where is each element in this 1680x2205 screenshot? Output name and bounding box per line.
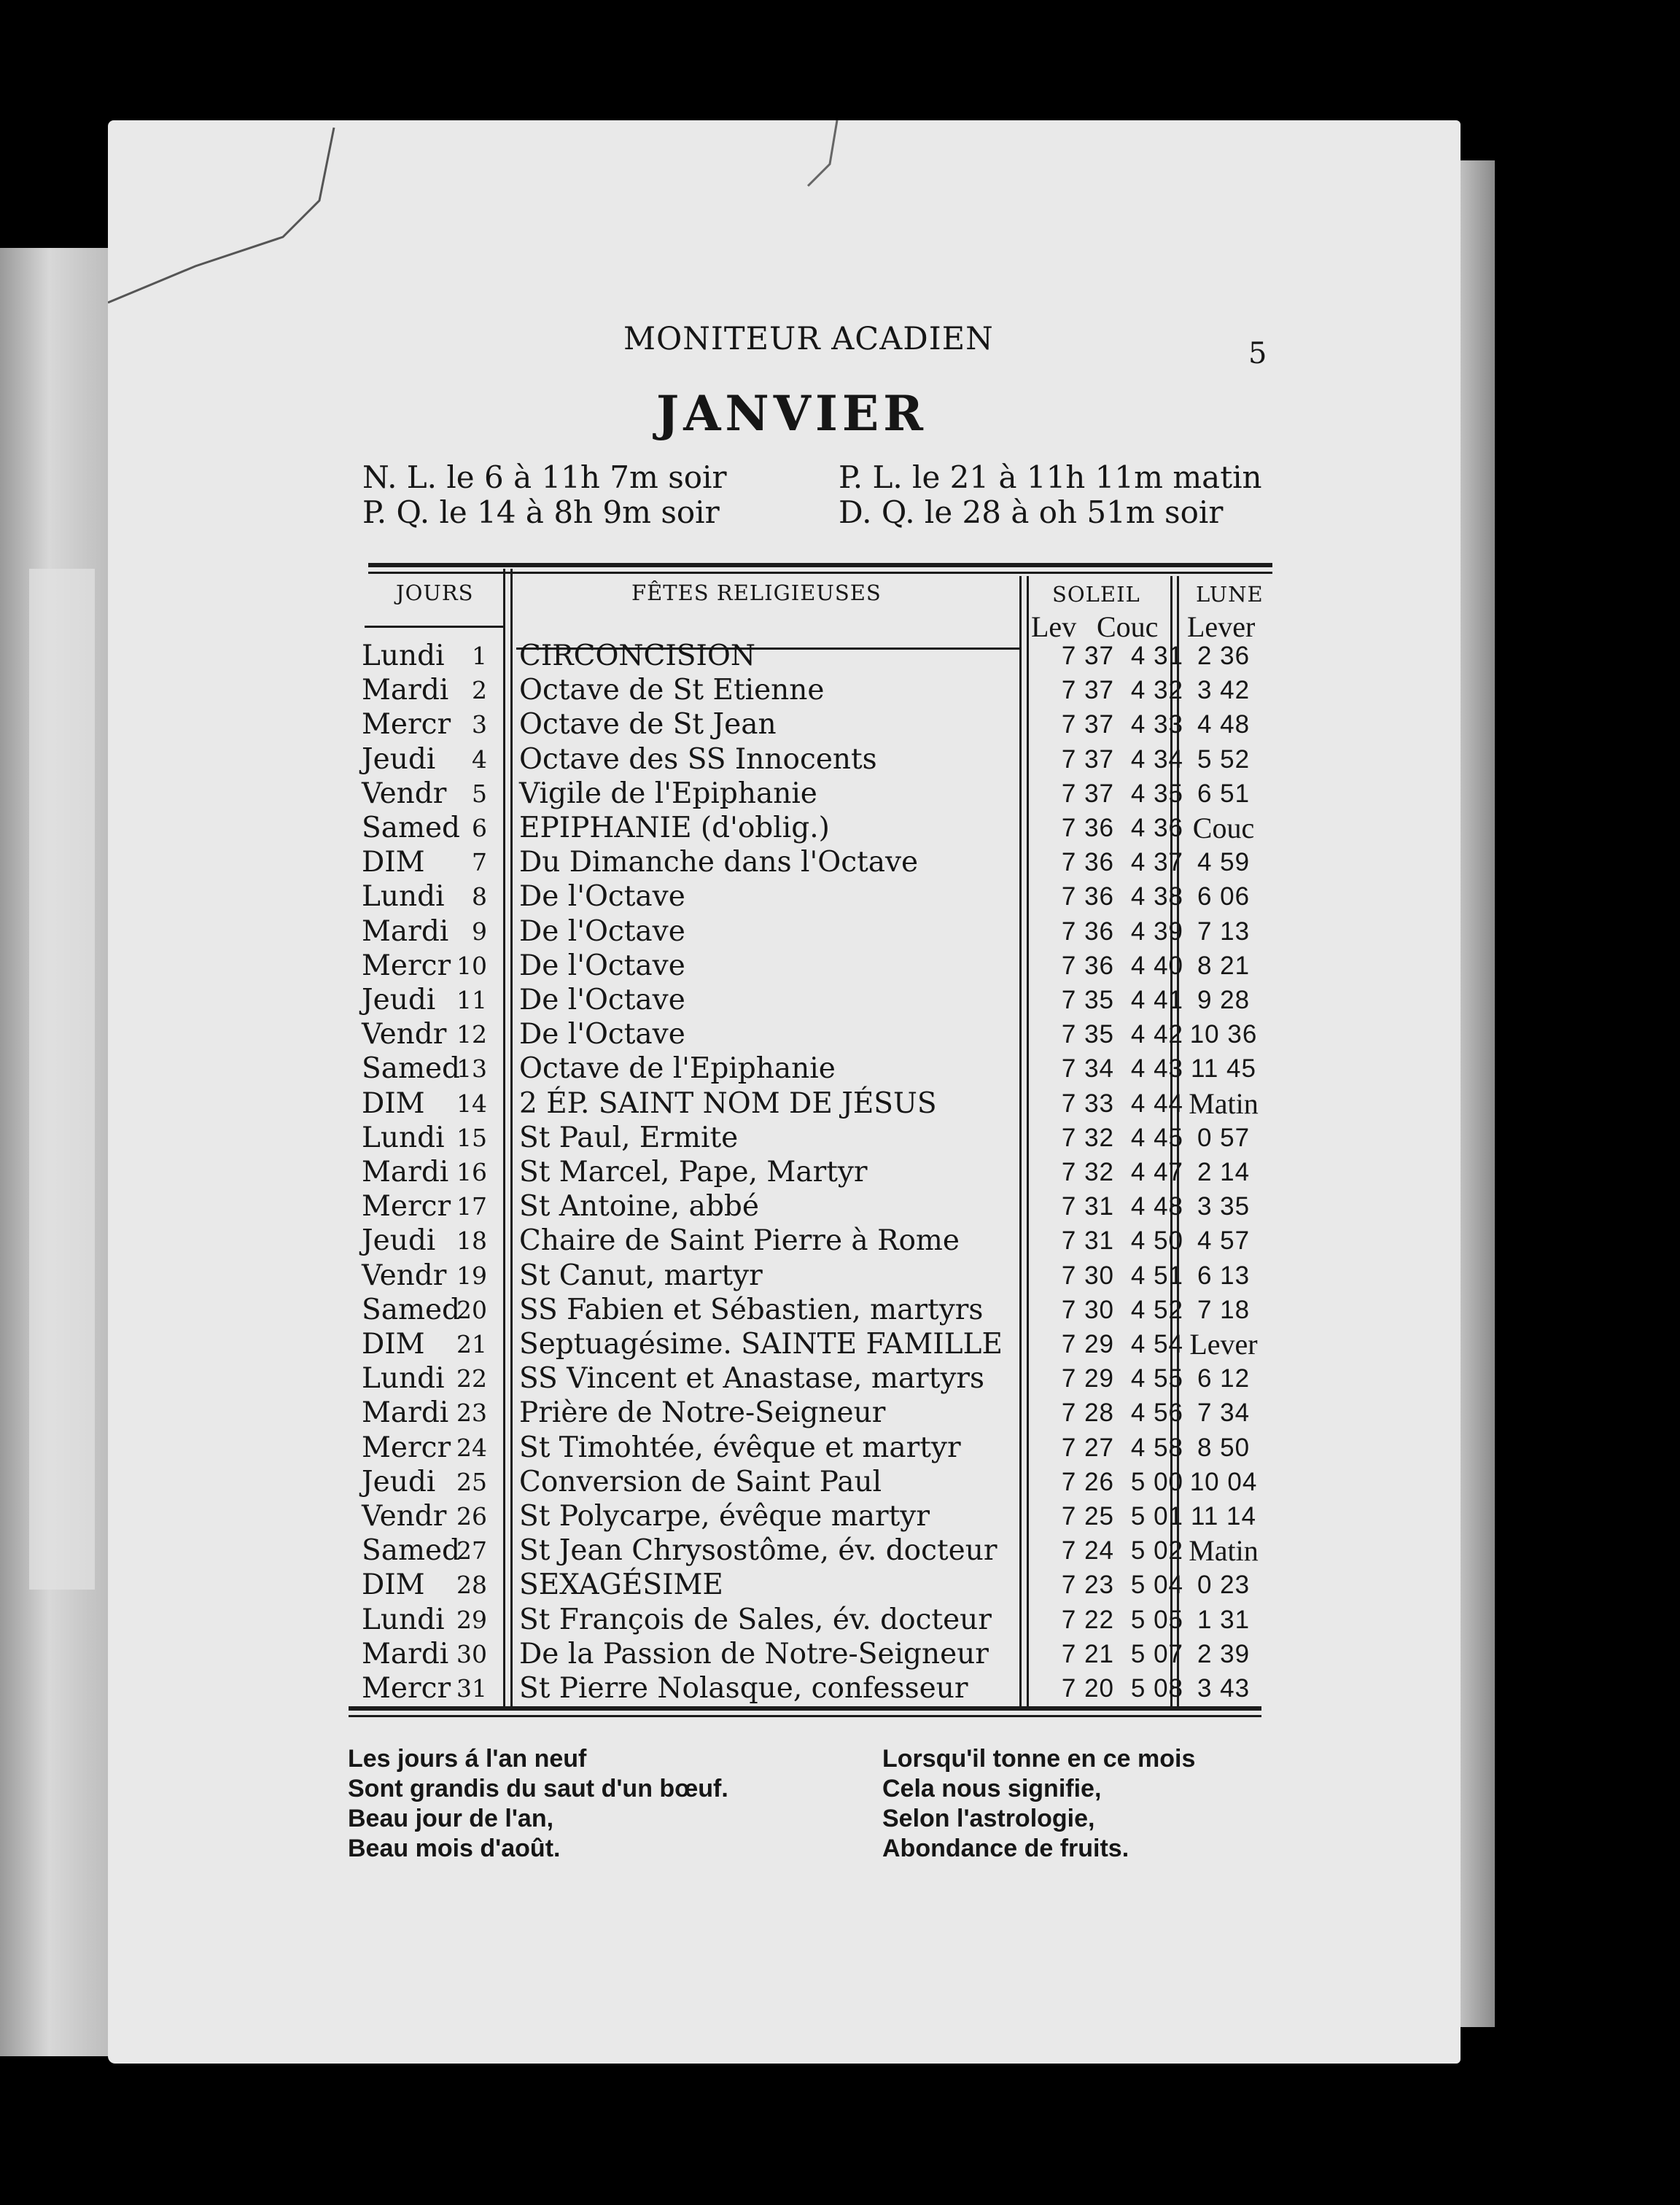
moon-cell: 4 59 [1197,848,1251,877]
date-cell: 20 [456,1295,487,1324]
date-cell: 26 [456,1502,487,1531]
feast-cell: St Canut, martyr [519,1259,763,1292]
date-cell: 16 [456,1158,487,1186]
date-cell: 2 [472,676,487,705]
day-cell: Jeudi [362,984,436,1016]
day-cell: Samed [362,1293,460,1326]
sunset-cell: 4 34 [1130,744,1183,774]
sunset-cell: 4 37 [1130,848,1183,877]
sunrise-cell: 7 26 [1061,1467,1114,1496]
sunset-cell: 5 01 [1130,1502,1183,1531]
date-cell: 31 [456,1674,487,1703]
moon-cell: Couc [1192,812,1255,844]
sunset-cell: 4 35 [1130,779,1183,808]
feast-cell: De l'Octave [519,1018,685,1051]
day-cell: Mardi [362,1396,449,1430]
date-cell: 24 [456,1433,487,1462]
moon-cell: 0 57 [1197,1123,1251,1152]
sunset-cell: 4 48 [1130,1192,1183,1221]
feast-cell: De la Passion de Notre-Seigneur [519,1637,989,1671]
day-cell: Samed [362,1534,460,1568]
sunset-cell: 4 56 [1130,1399,1183,1428]
moon-cell: 2 39 [1197,1639,1251,1668]
day-cell: Mercr [362,949,451,982]
col-subheader-lever: Lever [1187,610,1256,643]
feast-cell: Octave des SS Innocents [519,742,877,776]
moon-phase-first-quarter: P. Q. le 14 à 8h 9m soir [362,494,720,530]
date-cell: 29 [456,1605,487,1634]
feast-cell: Octave de l'Epiphanie [519,1052,836,1086]
feast-cell: 2 ÉP. SAINT NOM DE JÉSUS [519,1086,937,1120]
date-cell: 25 [456,1467,487,1496]
feast-cell: St Antoine, abbé [519,1190,759,1224]
col-header-jours: JOURS [396,580,474,605]
day-cell: Mardi [362,1156,449,1189]
proverb-line: Abondance de fruits. [882,1835,1129,1862]
sunset-cell: 4 43 [1130,1054,1183,1084]
day-cell: Lundi [362,1603,445,1636]
table-row [0,1259,1680,1293]
date-cell: 17 [456,1192,487,1221]
feast-cell: St Jean Chrysostôme, év. docteur [519,1534,998,1568]
feast-cell: De l'Octave [519,984,685,1016]
date-cell: 14 [456,1089,487,1118]
moon-cell: 6 51 [1197,779,1251,808]
sunrise-cell: 7 35 [1061,986,1114,1014]
sunset-cell: 4 44 [1130,1089,1183,1118]
day-cell: Mercr [362,1431,451,1464]
sunrise-cell: 7 28 [1061,1399,1114,1428]
proverb-line: Les jours á l'an neuf [348,1745,587,1773]
day-cell: Mardi [362,674,449,707]
moon-cell: 6 12 [1197,1364,1251,1393]
table-row [0,1224,1680,1258]
sunrise-cell: 7 36 [1061,814,1114,842]
table-row [0,1533,1680,1568]
sunrise-cell: 7 36 [1061,917,1114,946]
day-cell: Jeudi [362,1465,436,1498]
day-cell: Mardi [362,914,449,948]
table-row [0,639,1680,673]
day-cell: Jeudi [362,742,436,776]
sunrise-cell: 7 36 [1061,882,1114,911]
feast-cell: De l'Octave [519,914,685,948]
sunset-cell: 4 45 [1130,1123,1183,1152]
table-row [0,673,1680,707]
sunrise-cell: 7 31 [1061,1226,1114,1256]
sunset-cell: 4 42 [1130,1020,1183,1049]
table-row [0,1637,1680,1671]
date-cell: 27 [456,1536,487,1566]
date-cell: 11 [456,986,487,1014]
sunset-cell: 5 02 [1130,1536,1183,1566]
feast-cell: De l'Octave [519,949,685,982]
table-row [0,707,1680,742]
proverb-line: Lorsqu'il tonne en ce mois [882,1745,1196,1773]
day-cell: DIM [362,1568,425,1602]
moon-cell: 6 06 [1197,882,1251,911]
table-row [0,1568,1680,1602]
table-row [0,914,1680,949]
feast-cell: Prière de Notre-Seigneur [519,1396,886,1430]
moon-cell: 8 50 [1197,1433,1251,1462]
sunset-cell: 4 58 [1130,1433,1183,1462]
moon-cell: 9 28 [1197,986,1251,1014]
table-row [0,1465,1680,1499]
sunrise-cell: 7 31 [1061,1192,1114,1221]
day-cell: Lundi [362,880,445,914]
feast-cell: CIRCONCISION [519,639,756,672]
feast-cell: SS Vincent et Anastase, martyrs [519,1362,985,1396]
proverb-line: Cela nous signifie, [882,1775,1102,1802]
moon-cell: 2 36 [1197,642,1251,670]
date-cell: 12 [456,1020,487,1049]
table-row [0,1327,1680,1361]
moon-phase-new: N. L. le 6 à 11h 7m soir [362,459,727,495]
table-row [0,949,1680,983]
sunset-cell: 5 07 [1130,1639,1183,1668]
moon-phase-last-quarter: D. Q. le 28 à oh 51m soir [839,494,1224,530]
day-cell: Jeudi [362,1224,436,1258]
date-cell: 18 [456,1226,487,1256]
sunrise-cell: 7 36 [1061,848,1114,877]
day-cell: Vendr [362,1018,447,1051]
sunset-cell: 5 08 [1130,1674,1183,1703]
moon-cell: 0 23 [1197,1571,1251,1600]
sunrise-cell: 7 29 [1061,1364,1114,1393]
date-cell: 15 [456,1123,487,1152]
sunrise-cell: 7 25 [1061,1502,1114,1531]
moon-cell: 10 04 [1189,1467,1258,1496]
feast-cell: St Paul, Ermite [519,1121,739,1154]
feast-cell: Conversion de Saint Paul [519,1465,882,1498]
sunrise-cell: 7 29 [1061,1330,1114,1358]
table-row [0,1396,1680,1430]
moon-cell: 4 48 [1197,710,1251,739]
sunset-cell: 4 50 [1130,1226,1183,1256]
page-header: MONITEUR ACADIEN [623,321,994,357]
feast-cell: Septuagésime. SAINTE FAMILLE [519,1328,1003,1361]
table-bottom-rule-thin [349,1715,1261,1717]
feast-cell: Chaire de Saint Pierre à Rome [519,1224,960,1258]
table-row [0,1189,1680,1224]
date-cell: 19 [456,1261,487,1290]
day-cell: Mercr [362,1190,451,1224]
table-row [0,1017,1680,1051]
proverb-line: Sont grandis du saut d'un bœuf. [348,1775,728,1802]
sunset-cell: 4 40 [1130,951,1183,980]
proverb-left [348,1744,728,1864]
sunset-cell: 4 31 [1130,642,1183,670]
day-cell: DIM [362,1086,425,1120]
day-cell: Lundi [362,1121,445,1154]
feast-cell: SEXAGÉSIME [519,1568,723,1602]
date-cell: 4 [472,744,487,774]
sunset-cell: 4 36 [1130,814,1183,842]
feast-cell: SS Fabien et Sébastien, martyrs [519,1293,984,1326]
sunrise-cell: 7 30 [1061,1295,1114,1324]
page-number: 5 [1248,337,1267,370]
sunset-cell: 5 04 [1130,1571,1183,1600]
sunset-cell: 4 33 [1130,710,1183,739]
date-cell: 23 [456,1399,487,1428]
feast-cell: Octave de St Jean [519,708,777,742]
sunrise-cell: 7 30 [1061,1261,1114,1290]
day-cell: Samed [362,1052,460,1086]
sunset-cell: 4 54 [1130,1330,1183,1358]
sunrise-cell: 7 34 [1061,1054,1114,1084]
sunrise-cell: 7 27 [1061,1433,1114,1462]
date-cell: 1 [472,642,487,670]
table-row [0,1431,1680,1465]
table-row [0,1499,1680,1533]
sunset-cell: 4 39 [1130,917,1183,946]
feast-cell: St Polycarpe, évêque martyr [519,1500,930,1533]
feast-cell: De l'Octave [519,880,685,914]
date-cell: 22 [456,1364,487,1393]
date-cell: 30 [456,1639,487,1668]
feast-cell: St Pierre Nolasque, confesseur [519,1672,968,1705]
sunrise-cell: 7 37 [1061,642,1114,670]
sunset-cell: 4 32 [1130,676,1183,705]
sunrise-cell: 7 37 [1061,710,1114,739]
table-top-rule [368,563,1272,567]
table-row [0,742,1680,777]
feast-cell: St Timohtée, évêque et martyr [519,1431,961,1464]
moon-cell: 7 18 [1197,1295,1251,1324]
sunset-cell: 4 55 [1130,1364,1183,1393]
sunrise-cell: 7 20 [1061,1674,1114,1703]
table-row [0,1361,1680,1396]
col-subheader-couc: Couc [1097,610,1159,643]
table-row [0,811,1680,845]
date-cell: 8 [472,882,487,911]
moon-cell: 7 13 [1197,917,1251,946]
feast-cell: St François de Sales, év. docteur [519,1603,992,1636]
day-cell: Vendr [362,1500,447,1533]
moon-cell: 3 43 [1197,1674,1251,1703]
date-cell: 5 [472,779,487,808]
feast-cell: St Marcel, Pape, Martyr [519,1156,868,1189]
moon-cell: Lever [1189,1328,1258,1361]
col-header-lune: LUNE [1196,582,1264,607]
table-row [0,1086,1680,1121]
date-cell: 21 [456,1330,487,1358]
date-cell: 28 [456,1571,487,1600]
day-cell: Vendr [362,1259,447,1292]
table-row [0,1051,1680,1086]
day-cell: Mardi [362,1637,449,1671]
day-cell: Mercr [362,708,451,742]
moon-cell: 2 14 [1197,1158,1251,1186]
day-cell: Lundi [362,1362,445,1396]
table-row [0,983,1680,1017]
table-row [0,845,1680,879]
moon-cell: 4 57 [1197,1226,1251,1256]
date-cell: 10 [456,951,487,980]
table-row [0,777,1680,811]
table-row [0,1155,1680,1189]
moon-cell: 3 35 [1197,1192,1251,1221]
date-cell: 13 [456,1054,487,1084]
sunset-cell: 4 51 [1130,1261,1183,1290]
moon-cell: 7 34 [1197,1399,1251,1428]
table-row [0,1671,1680,1706]
moon-cell: 10 36 [1189,1020,1258,1049]
moon-cell: 8 21 [1197,951,1251,980]
proverb-line: Selon l'astrologie, [882,1805,1095,1832]
sunrise-cell: 7 23 [1061,1571,1114,1600]
feast-cell: Du Dimanche dans l'Octave [519,846,919,879]
sunrise-cell: 7 32 [1061,1158,1114,1186]
month-title: JANVIER [656,385,928,442]
sunrise-cell: 7 37 [1061,744,1114,774]
sunset-cell: 4 38 [1130,882,1183,911]
sunrise-cell: 7 33 [1061,1089,1114,1118]
sunrise-cell: 7 36 [1061,951,1114,980]
moon-cell: 11 45 [1191,1054,1256,1084]
table-row [0,1121,1680,1155]
moon-cell: 11 14 [1191,1502,1256,1531]
sunset-cell: 4 47 [1130,1158,1183,1186]
col-subheader-lev: Lev [1031,610,1077,643]
sunrise-cell: 7 37 [1061,779,1114,808]
day-cell: Vendr [362,777,447,810]
day-cell: Samed [362,812,460,844]
proverb-line: Beau jour de l'an, [348,1805,554,1832]
table-bottom-rule [349,1706,1261,1711]
sunrise-cell: 7 24 [1061,1536,1114,1566]
proverb-line: Beau mois d'août. [348,1835,561,1862]
day-cell: DIM [362,846,425,879]
date-cell: 7 [472,848,487,877]
table-row [0,879,1680,914]
date-cell: 6 [472,814,487,842]
moon-cell: 6 13 [1197,1261,1251,1290]
day-cell: Mercr [362,1672,451,1705]
col-header-fetes: FÊTES RELIGIEUSES [631,580,882,605]
feast-cell: Vigile de l'Epiphanie [519,777,817,810]
sunrise-cell: 7 37 [1061,676,1114,705]
col-header-soleil: SOLEIL [1052,582,1140,607]
moon-cell: 5 52 [1197,744,1251,774]
jours-header-rule [365,626,503,628]
feast-cell: EPIPHANIE (d'oblig.) [519,812,830,844]
table-row [0,1603,1680,1637]
moon-cell: Matin [1189,1534,1259,1568]
feast-cell: Octave de St Etienne [519,674,825,707]
moon-phase-full: P. L. le 21 à 11h 11m matin [839,459,1262,495]
proverb-right [882,1744,1195,1864]
day-cell: Lundi [362,639,445,672]
sunrise-cell: 7 35 [1061,1020,1114,1049]
moon-cell: Matin [1189,1086,1259,1120]
sunrise-cell: 7 21 [1061,1639,1114,1668]
date-cell: 9 [472,917,487,946]
sunset-cell: 5 00 [1130,1467,1183,1496]
sunrise-cell: 7 32 [1061,1123,1114,1152]
sunrise-cell: 7 22 [1061,1605,1114,1634]
moon-cell: 1 31 [1197,1605,1251,1634]
sunset-cell: 5 05 [1130,1605,1183,1634]
table-row [0,1293,1680,1327]
date-cell: 3 [472,710,487,739]
sunset-cell: 4 52 [1130,1295,1183,1324]
day-cell: DIM [362,1328,425,1361]
moon-cell: 3 42 [1197,676,1251,705]
sunset-cell: 4 41 [1130,986,1183,1014]
